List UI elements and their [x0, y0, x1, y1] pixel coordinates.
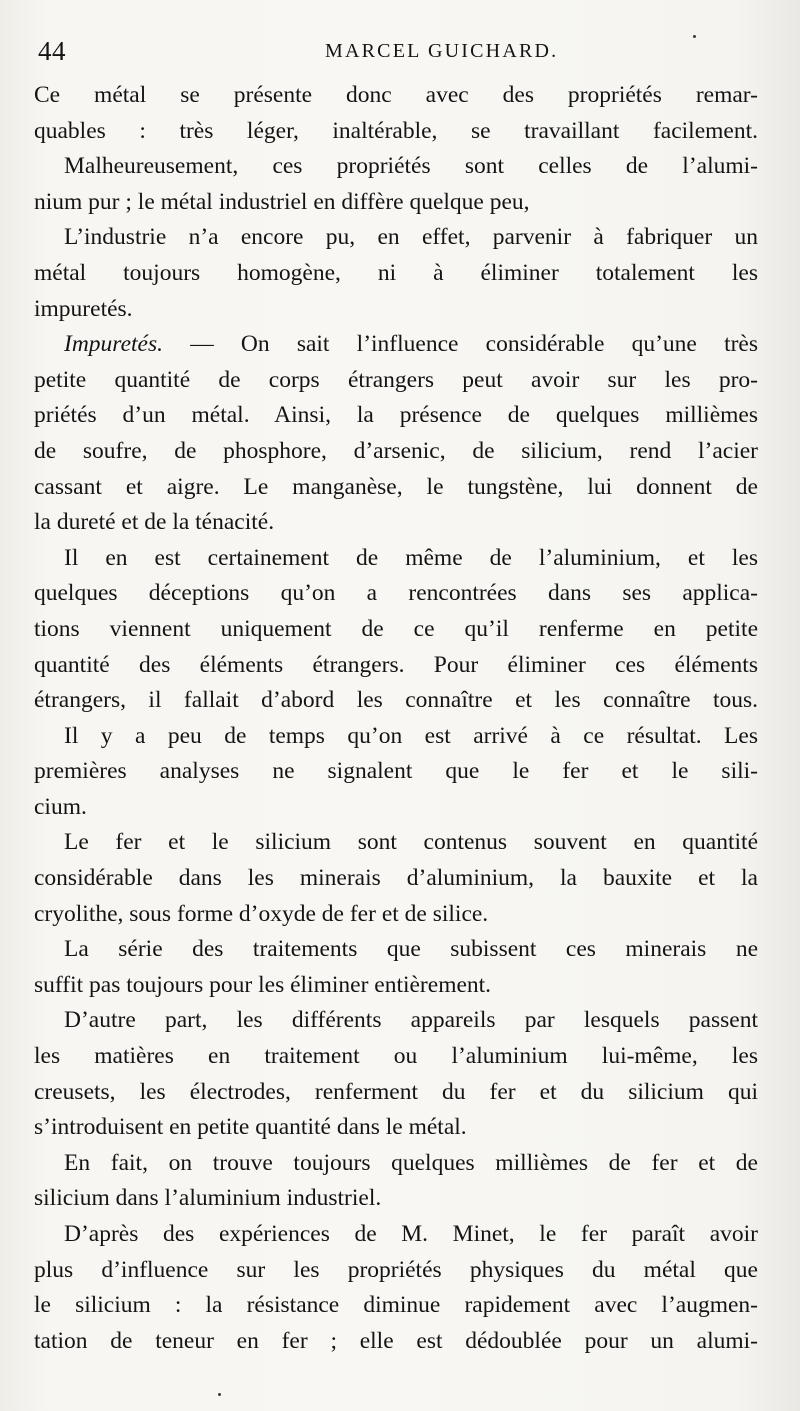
text-line: quantité des éléments étrangers. Pour éliminer ces éléments	[34, 651, 758, 678]
text-line: silicium dans l’aluminium industriel.	[34, 1185, 382, 1212]
text-line: D’autre part, les différents appareils par lesquels passent	[64, 1007, 758, 1034]
paragraph	[34, 825, 758, 932]
text-line: quables : très léger, inaltérable, se travaillant facilement.	[34, 117, 758, 144]
text-line: tions viennent uniquement de ce qu’il renferme en petite	[34, 615, 758, 642]
text-line: Le fer et le silicium sont contenus souvent en quantité	[64, 829, 758, 856]
section-heading: Impuretés.	[64, 331, 163, 358]
text-line: de soufre, de phosphore, d’arsenic, de silicium, rend l’acier	[34, 437, 758, 464]
text-line: Il y a peu de temps qu’on est arrivé à ce résultat. Les	[64, 722, 758, 749]
text-line: creusets, les électrodes, renferment du fer et du silicium qui	[34, 1078, 758, 1105]
text-line: les matières en traitement ou l’aluminium lui-même, les	[34, 1043, 758, 1070]
paragraph	[34, 1003, 758, 1145]
text-line: quelques déceptions qu’on a rencontrées dans ses applica-	[34, 580, 758, 607]
text-line	[34, 327, 758, 363]
text-line: cassant et aigre. Le manganèse, le tungstène, lui donnent de	[34, 473, 758, 500]
text-line: cryolithe, sous forme d’oxyde de fer et de silice.	[34, 900, 489, 927]
paragraph	[34, 220, 758, 327]
text-line: Malheureusement, ces propriétés sont celles de l’alumi-	[64, 153, 758, 180]
text-line: L’industrie n’a encore pu, en effet, parvenir à fabriquer un	[64, 224, 758, 251]
text-line: suffit pas toujours pour les éliminer entièrement.	[34, 971, 492, 998]
text-line: impuretés.	[34, 295, 133, 322]
body-text	[34, 78, 758, 1359]
text-line: cium.	[34, 793, 87, 820]
text-line: s’introduisent en petite quantité dans le métal.	[34, 1114, 467, 1141]
text-line: priétés d’un métal. Ainsi, la présence de quelques millièmes	[34, 402, 758, 429]
paragraph	[34, 78, 758, 220]
text-line: petite quantité de corps étrangers peut avoir sur les pro-	[34, 366, 758, 393]
text-line: le silicium : la résistance diminue rapidement avec l’augmen-	[34, 1292, 758, 1319]
paragraph	[34, 327, 758, 541]
text-line: tation de teneur en fer ; elle est dédoublée pour un alumi-	[34, 1327, 758, 1354]
paragraph	[34, 932, 758, 1003]
paragraph	[34, 541, 758, 719]
text-line: étrangers, il fallait d’abord les connaître et les connaître tous.	[34, 687, 758, 714]
text-line: plus d’influence sur les propriétés physiques du métal que	[34, 1256, 758, 1283]
text-line: métal toujours homogène, ni à éliminer totalement les	[34, 259, 758, 286]
text-line: premières analyses ne signalent que le fer et le sili-	[34, 758, 758, 785]
text-line: Il en est certainement de même de l’aluminium, et les	[64, 544, 758, 571]
text-line: En fait, on trouve toujours quelques millièmes de fer et de	[64, 1149, 758, 1176]
running-head: MARCEL GUICHARD.	[325, 40, 559, 62]
print-speck	[218, 1393, 221, 1396]
text-line: nium pur ; le métal industriel en diffère quelque peu,	[34, 188, 530, 215]
text-run: — On sait l’influence considérable qu’une très	[162, 331, 758, 358]
text-line: la dureté et de la ténacité.	[34, 509, 275, 536]
paragraph	[34, 1146, 758, 1217]
text-line: D’après des expériences de M. Minet, le fer paraît avoir	[64, 1221, 758, 1247]
text-line: considérable dans les minerais d’aluminium, la bauxite et la	[34, 865, 758, 892]
text-line: Ce métal se présente donc avec des propriétés remar-	[34, 82, 758, 108]
page-number: 44	[38, 36, 66, 66]
paragraph	[34, 719, 758, 826]
paragraph	[34, 1217, 758, 1359]
page-header	[38, 36, 758, 72]
text-line: La série des traitements que subissent ces minerais ne	[64, 936, 758, 963]
print-speck	[693, 35, 696, 38]
